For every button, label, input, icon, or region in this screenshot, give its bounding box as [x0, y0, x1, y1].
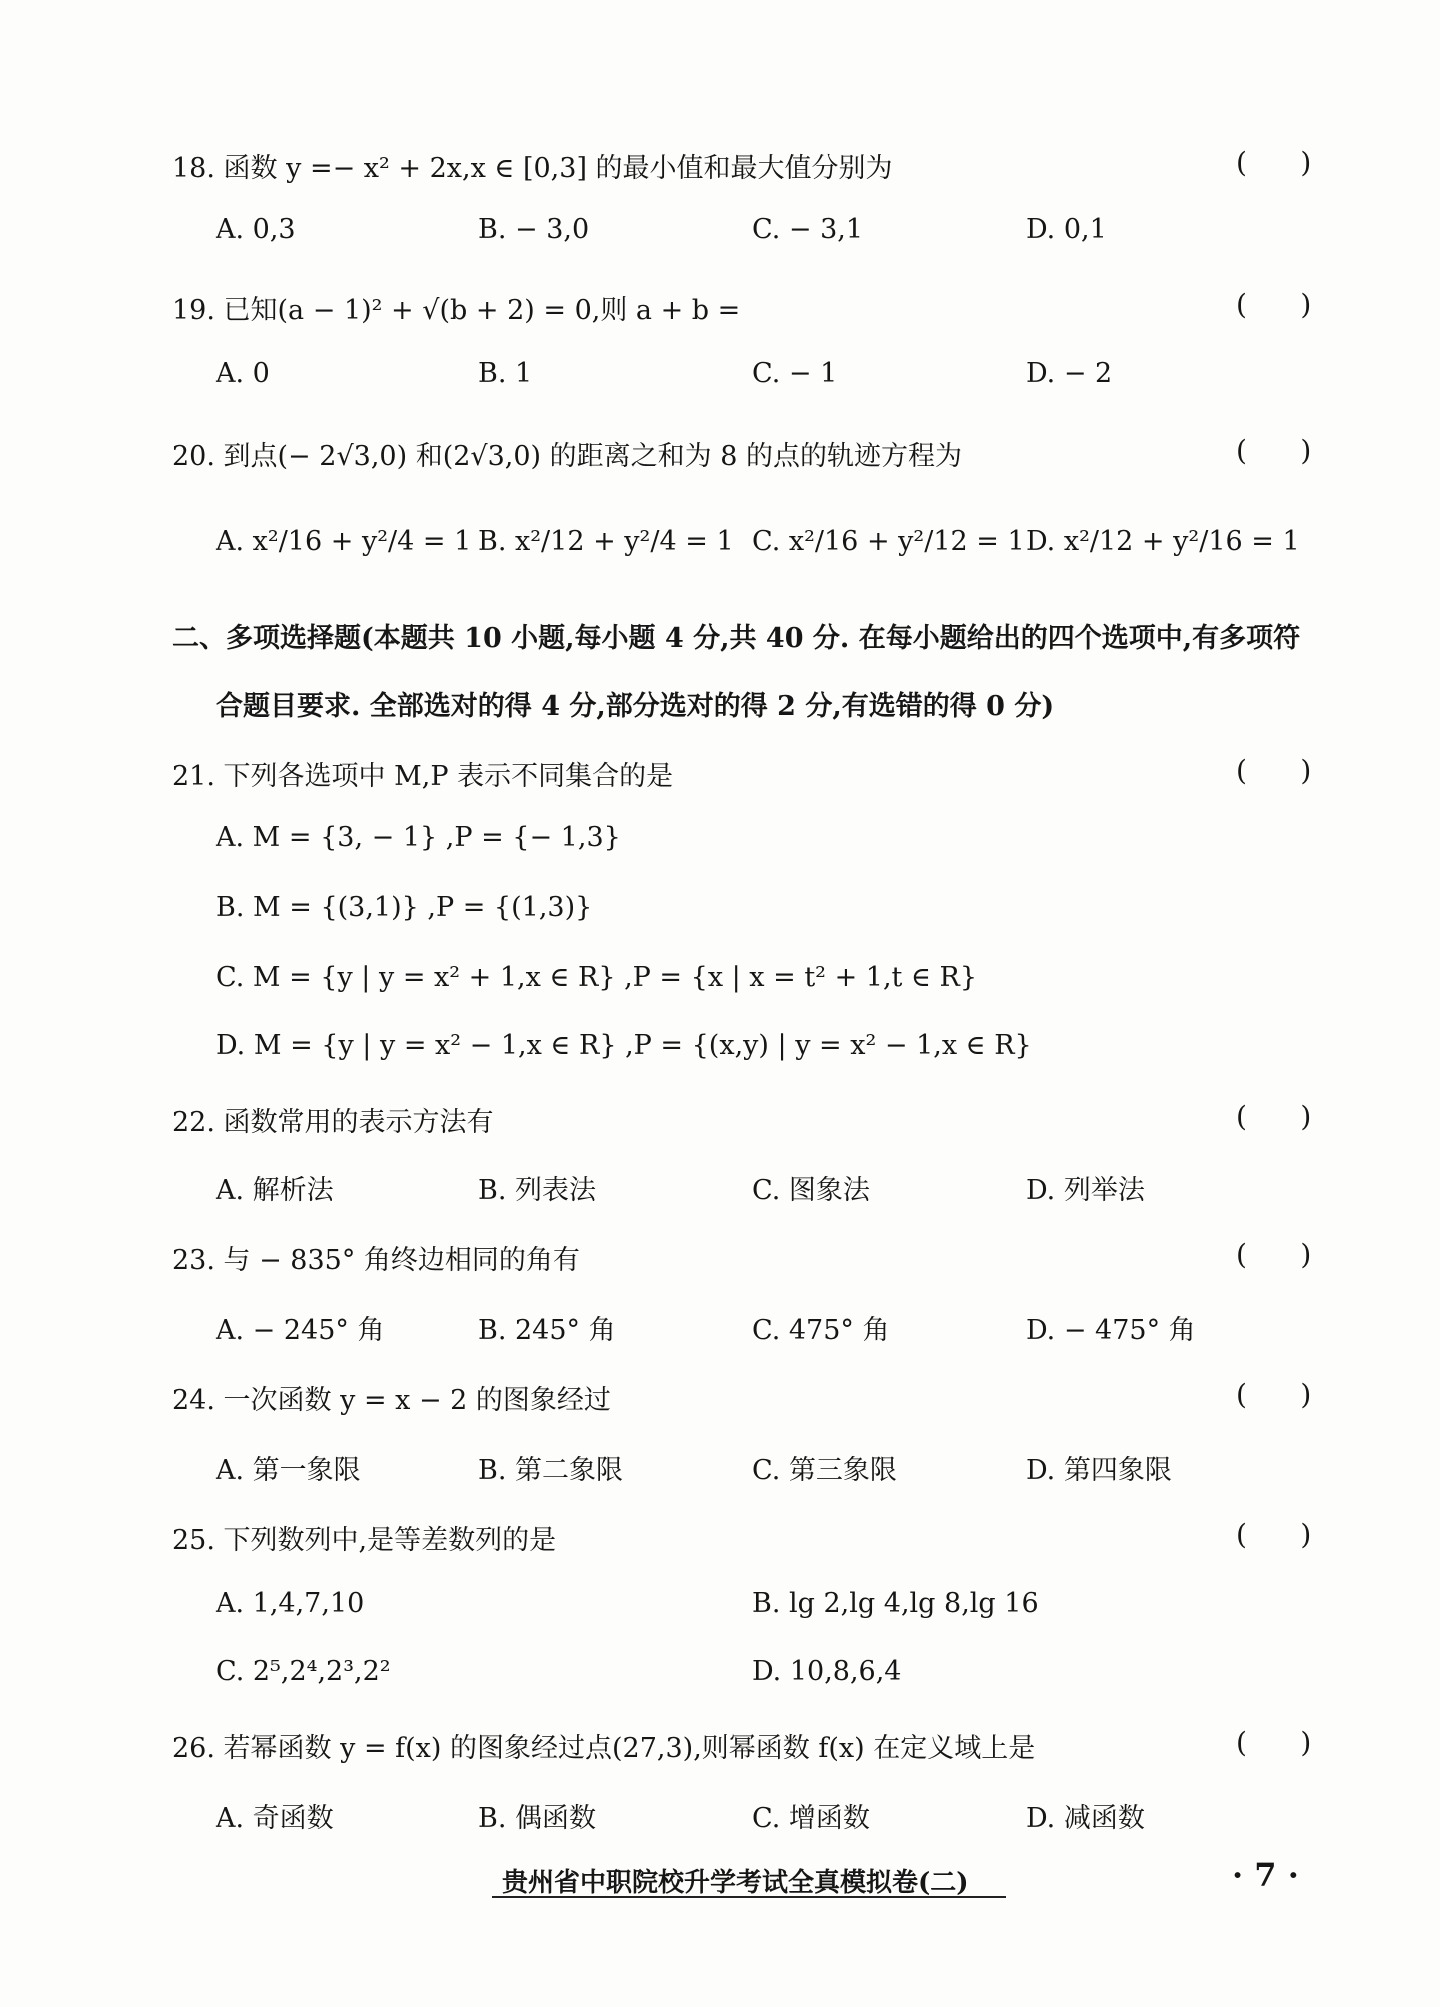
q18-option-a: A. 0,3 — [216, 214, 296, 245]
q21-option-d: D. M = {y | y = x² − 1,x ∈ R} ,P = {(x,y) | y = x² − 1,x ∈ R} — [216, 1030, 1032, 1061]
q25-option-a: A. 1,4,7,10 — [216, 1588, 365, 1619]
q21-stem: 21. 下列各选项中 M,P 表示不同集合的是 — [172, 761, 674, 792]
q20-stem: 20. 到点(− 2√3,0) 和(2√3,0) 的距离之和为 8 的点的轨迹方程为 — [172, 441, 963, 472]
q23-option-c: C. 475° 角 — [752, 1315, 890, 1346]
q22-option-d: D. 列举法 — [1026, 1175, 1145, 1206]
q22-option-c: C. 图象法 — [752, 1175, 870, 1206]
q24-answer-paren: ( ) — [1236, 1378, 1312, 1411]
q19-option-c: C. − 1 — [752, 358, 838, 389]
q22-option-b: B. 列表法 — [478, 1175, 597, 1206]
q21-option-a: A. M = {3, − 1} ,P = {− 1,3} — [216, 822, 621, 853]
q25-option-b: B. lg 2,lg 4,lg 8,lg 16 — [752, 1588, 1039, 1619]
q25-option-c: C. 2⁵,2⁴,2³,2² — [216, 1656, 391, 1687]
q23-option-d: D. − 475° 角 — [1026, 1315, 1196, 1346]
q19-stem: 19. 已知(a − 1)² + √(b + 2) = 0,则 a + b = — [172, 295, 741, 326]
q24-option-d: D. 第四象限 — [1026, 1455, 1172, 1486]
section-2-heading-cont: 合题目要求. 全部选对的得 4 分,部分选对的得 2 分,有选错的得 0 分) — [216, 691, 1055, 722]
q26-option-a: A. 奇函数 — [216, 1803, 334, 1834]
q19-option-d: D. − 2 — [1026, 358, 1113, 389]
q24-stem: 24. 一次函数 y = x − 2 的图象经过 — [172, 1385, 611, 1416]
q25-option-d: D. 10,8,6,4 — [752, 1656, 902, 1687]
q24-option-c: C. 第三象限 — [752, 1455, 897, 1486]
footer-title: 贵州省中职院校升学考试全真模拟卷(二) — [502, 1868, 969, 1898]
q26-stem: 26. 若幂函数 y = f(x) 的图象经过点(27,3),则幂函数 f(x) 在定义域上是 — [172, 1733, 1036, 1764]
q26-option-b: B. 偶函数 — [478, 1803, 597, 1834]
q20-option-c: C. x²/16 + y²/12 = 1 — [752, 526, 1025, 557]
q20-answer-paren: ( ) — [1236, 434, 1312, 467]
q19-option-a: A. 0 — [216, 358, 270, 389]
q18-option-c: C. − 3,1 — [752, 214, 864, 245]
footer-underline — [492, 1896, 1006, 1898]
q26-answer-paren: ( ) — [1236, 1726, 1312, 1759]
q18-option-b: B. − 3,0 — [478, 214, 590, 245]
q26-option-c: C. 增函数 — [752, 1803, 870, 1834]
q21-option-b: B. M = {(3,1)} ,P = {(1,3)} — [216, 892, 593, 923]
q26-option-d: D. 减函数 — [1026, 1803, 1145, 1834]
q19-answer-paren: ( ) — [1236, 288, 1312, 321]
q24-option-b: B. 第二象限 — [478, 1455, 624, 1486]
q21-answer-paren: ( ) — [1236, 754, 1312, 787]
q25-answer-paren: ( ) — [1236, 1518, 1312, 1551]
q22-stem: 22. 函数常用的表示方法有 — [172, 1107, 494, 1138]
q20-option-a: A. x²/16 + y²/4 = 1 — [216, 526, 472, 557]
q23-option-b: B. 245° 角 — [478, 1315, 616, 1346]
q23-stem: 23. 与 − 835° 角终边相同的角有 — [172, 1245, 580, 1276]
q18-option-d: D. 0,1 — [1026, 214, 1107, 245]
q23-option-a: A. − 245° 角 — [216, 1315, 385, 1346]
q20-option-b: B. x²/12 + y²/4 = 1 — [478, 526, 734, 557]
q22-answer-paren: ( ) — [1236, 1100, 1312, 1133]
q22-option-a: A. 解析法 — [216, 1175, 334, 1206]
q24-option-a: A. 第一象限 — [216, 1455, 361, 1486]
q19-option-b: B. 1 — [478, 358, 533, 389]
q25-stem: 25. 下列数列中,是等差数列的是 — [172, 1525, 557, 1556]
page-number: · 7 · — [1232, 1856, 1299, 1894]
section-2-heading: 二、多项选择题(本题共 10 小题,每小题 4 分,共 40 分. 在每小题给出的四个选项中,有多项符 — [172, 623, 1301, 654]
q18-answer-paren: ( ) — [1236, 146, 1312, 179]
q23-answer-paren: ( ) — [1236, 1238, 1312, 1271]
q20-option-d: D. x²/12 + y²/16 = 1 — [1026, 526, 1300, 557]
q18-stem: 18. 函数 y =− x² + 2x,x ∈ [0,3] 的最小值和最大值分别为 — [172, 153, 893, 184]
q21-option-c: C. M = {y | y = x² + 1,x ∈ R} ,P = {x | x = t² + 1,t ∈ R} — [216, 962, 978, 993]
